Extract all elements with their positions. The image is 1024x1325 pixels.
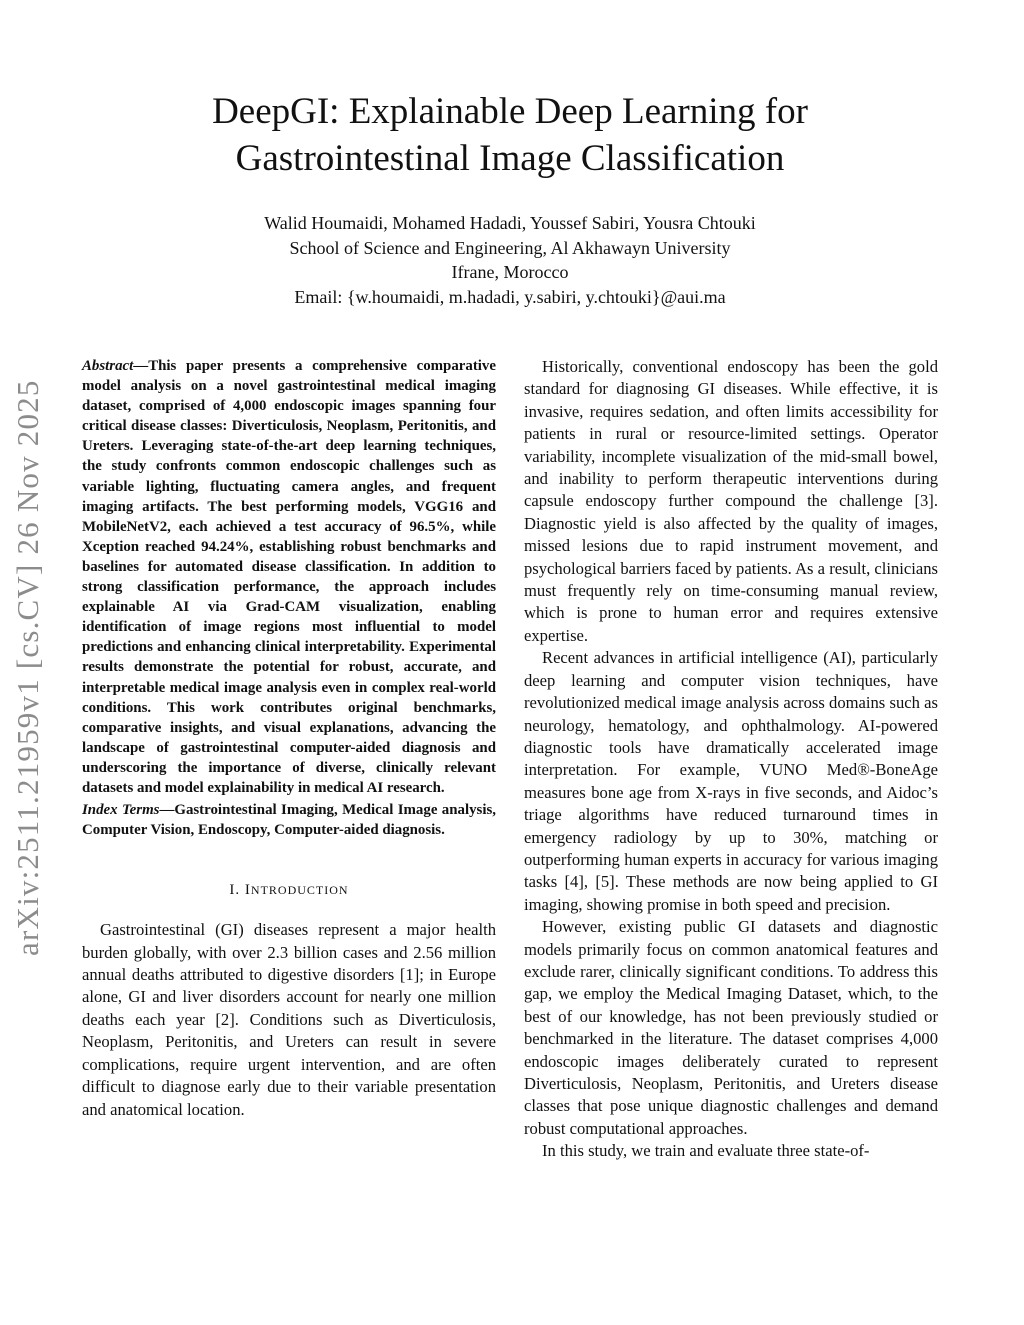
title-line-2: Gastrointestinal Image Classification bbox=[235, 138, 785, 179]
paragraph: Gastrointestinal (GI) diseases represent a major health burden globally, with over 2.3 billion cases and 2.56 million annual deaths attributed to digestive disorders [1]; in Europe alone, GI and liver disorders account for nearly one million deaths each year [2]. Conditions such as Diverticulosis, Neoplasm, Peritonitis, and Ureters can result in severe complications, require urgent intervention, and are often difficult to diagnose early due to their variable presentation and anatomical location. bbox=[82, 920, 496, 1119]
left-column bbox=[82, 356, 496, 1121]
section-title-rest: NTRODUCTION bbox=[250, 883, 349, 898]
paper-title bbox=[100, 88, 920, 182]
paragraph: Recent advances in artificial intelligence (AI), particularly deep learning and computer vision techniques, have revolutionized medical image analysis across domains such as neurology, hematology, and ophthalmology. AI-powered diagnostic tools have dramatically accelerated image interpretation. For example, VUNO Med®-BoneAge measures bone age from X-rays in five seconds, and Aidoc’s triage algorithms have reduced turnaround times in emergency radiology by up to 30%, matching or outperforming human experts in accuracy for various imaging tasks [4], [5]. These methods are now being applied to GI imaging, showing promise in both speed and precision. bbox=[524, 648, 938, 914]
author-block bbox=[100, 211, 920, 309]
arxiv-identifier: arXiv:2511.21959v1 [cs.CV] 26 Nov 2025 bbox=[10, 379, 45, 956]
section-initial: I bbox=[244, 882, 251, 899]
index-terms-label: Index Terms bbox=[82, 802, 160, 819]
title-line-1: DeepGI: Explainable Deep Learning for bbox=[212, 91, 808, 132]
index-terms-text: —Gastrointestinal Imaging, Medical Image analysis, Computer Vision, Endoscopy, Computer-aided diagnosis. bbox=[82, 802, 496, 839]
abstract-text: —This paper presents a comprehensive comparative model analysis on a novel gastrointestinal medical imaging dataset, comprised of 4,000 endoscopic images spanning four critical disease classes: Diverticulosis, Neoplasm, Peritonitis, and Ureters. Leveraging state-of-the-art deep learning techniques, the study confronts common endoscopic challenges such as variable lighting, fluctuating camera angles, and frequent imaging artifacts. The best performing models, VGG16 and MobileNetV2, each achieved a test accuracy of 96.5%, while Xception reached 94.24%, establishing robust benchmarks and baselines for automated disease classification. In addition to strong classification performance, the approach includes explainable AI via Grad-CAM visualization, enabling identification of image regions most influential to model predictions and enhancing clinical interpretability. Experimental results demonstrate the potential for robust, accurate, and interpretable medical image analysis even in complex real-world conditions. This work contributes original benchmarks, comparative insights, and visual explanations, advancing the landscape of gastrointestinal computer-aided diagnosis and underscoring the importance of diverse, clinically relevant datasets and model explainability in medical AI research. bbox=[82, 358, 496, 796]
paragraph: However, existing public GI datasets and diagnostic models primarily focus on common anatomical features and exclude rarer, clinically significant conditions. To address this gap, we employ the Medical Imaging Dataset, which, to the best of our knowledge, has not been previously studied or benchmarked in the literature. The dataset comprises 4,000 endoscopic images deliberately curated to represent Diverticulosis, Neoplasm, Peritonitis, and Ureters disease classes that pose unique diagnostic challenges and demand robust computational approaches. bbox=[524, 917, 938, 1138]
paragraph: In this study, we train and evaluate three state-of- bbox=[542, 1141, 870, 1161]
right-column bbox=[524, 356, 938, 1163]
paragraph: Historically, conventional endoscopy has been the gold standard for diagnosing GI diseases. While effective, it is invasive, requires sedation, and often limits accessibility for patients in rural or resource-limited settings. Operator variability, incomplete visualization of the mid-small bowel, and inability to perform therapeutic interventions during capsule endoscopy further compound the challenge [3]. Diagnostic yield is also affected by the quality of images, missed lesions due to rapid instrument movement, and psychological barriers faced by patients. As a result, clinicians must frequently rely on time-consuming manual review, which is prone to human error and requires extensive expertise. bbox=[524, 357, 938, 645]
author-names: Walid Houmaidi, Mohamed Hadadi, Youssef Sabiri, Yousra Chtouki bbox=[264, 213, 756, 233]
author-affiliation: School of Science and Engineering, Al Akhawayn University bbox=[289, 237, 731, 258]
section-heading-introduction bbox=[82, 882, 496, 899]
abstract-label: Abstract bbox=[82, 358, 134, 374]
section-number: I. bbox=[229, 882, 245, 899]
author-location: Ifrane, Morocco bbox=[451, 262, 569, 282]
author-email: Email: {w.houmaidi, m.hadadi, y.sabiri, y.chtouki}@aui.ma bbox=[294, 286, 726, 307]
abstract bbox=[82, 356, 496, 798]
index-terms bbox=[82, 800, 496, 840]
